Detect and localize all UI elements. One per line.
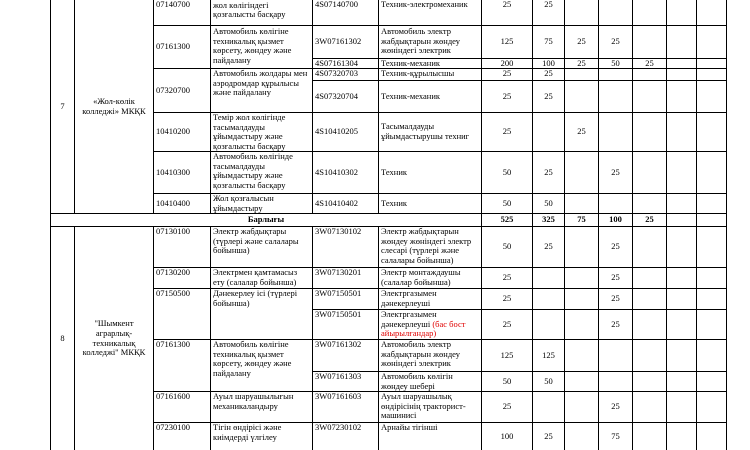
specialty-name: Дәнекерлеу ісі (түрлері бойынша): [213, 289, 298, 308]
specialty-code: 07161300: [156, 41, 190, 52]
count-local: 25: [611, 272, 620, 283]
total-count-other: 25: [645, 214, 654, 225]
count-total: 25: [502, 272, 512, 283]
specialty-code: 07150500: [156, 289, 190, 298]
count-total: 50: [502, 197, 512, 208]
specialty-code: 10410300: [156, 166, 190, 177]
specialty-code: 07130200: [156, 268, 190, 277]
qualification-name: Автомобиль көлігін жөндеу шебері: [381, 372, 453, 391]
qualification-text: Электргазымен дәнекерлеуші: [381, 310, 437, 329]
count-paid: 25: [577, 126, 586, 137]
specialty-code: 10410200: [156, 126, 190, 137]
specialty-name: жол көлігіндегі қозғалысты басқару: [213, 0, 286, 20]
specialty-name: Тігін өндірісі және киімдерді үлгілеу: [213, 423, 282, 442]
qualification-code: 4S10410302: [315, 166, 358, 177]
qualification-code: 3W07161302: [315, 36, 362, 47]
count-total: 50: [502, 166, 512, 177]
qualification-name: Техник: [381, 166, 408, 177]
qualification-code: 4S07320704: [315, 90, 358, 101]
rule: [696, 0, 697, 450]
qualification-name: Электр жабдықтарын жөндеу жөніндегі электр слесарі (түрлері және салалары бойынша): [381, 227, 472, 265]
specialty-name: Темір жол көлігінде тасымалдауды ұйымдастыру және қозғалысты басқару: [213, 113, 286, 151]
count-local: 25: [611, 241, 620, 252]
qualification-code: 3W07230102: [315, 423, 362, 432]
rule: [153, 25, 726, 26]
count-local: 25: [611, 36, 620, 47]
count-state: 25: [544, 0, 553, 9]
count-local: 25: [611, 318, 620, 329]
total-label: Барлығы: [247, 214, 285, 225]
count-state: 25: [544, 241, 553, 252]
specialty-code: 07230100: [156, 423, 190, 432]
qualification-code: 4S07161304: [315, 59, 358, 68]
specialty-code: 07320700: [156, 84, 190, 95]
rule: [666, 0, 667, 450]
total-count-paid: 75: [577, 214, 586, 225]
qualification-name: Техник-құрылысшы: [381, 69, 455, 78]
count-local: 50: [611, 59, 620, 68]
specialty-name: Ауыл шаруашылығын механикаландыру: [213, 392, 294, 411]
college-name: «Жол-көлік колледжі» МКҚК: [82, 95, 146, 116]
specialty-code: 07161600: [156, 392, 190, 401]
qualification-name: Электргазымен дәнекерлеуші: [381, 289, 437, 308]
qualification-name: Техник: [381, 197, 408, 208]
qualification-name: Электр монтаждаушы (салалар бойынша): [381, 268, 461, 287]
qualification-name: Тасымалдауды ұйымдастырушы техниг: [381, 121, 470, 141]
specialty-code: 07161300: [156, 340, 190, 349]
total-count-local: 100: [609, 214, 622, 225]
specialty-name: Автомобиль жолдары мен аэродромдар құрылысы және пайдалану: [213, 69, 308, 98]
qualification-code: 4S07320703: [315, 69, 358, 78]
qualification-name: Техник-механик: [381, 59, 441, 68]
count-local: 75: [611, 430, 620, 441]
qualification-name: Техник-электромеханик: [381, 0, 468, 9]
qualification-name: Автомобиль электр жабдықтарын жөндеу жөніндегі электрик: [381, 340, 460, 369]
rule: [726, 0, 727, 450]
qualification-code: 4S10410402: [315, 197, 358, 208]
row-index: 7: [60, 100, 65, 111]
qualification-name: Автомобиль электр жабдықтарын жөндеу жөніндегі электрик: [381, 27, 460, 56]
specialty-name: Автомобиль көлігіне техникалық қызмет көрсету, жөндеу және пайдалану: [213, 27, 292, 65]
count-total: 50: [502, 375, 512, 386]
qualification-name: Арнайы тігінші: [381, 423, 438, 432]
count-total: 25: [502, 90, 512, 101]
count-total: 50: [502, 241, 512, 252]
count-state: 25: [544, 90, 553, 101]
count-total: 25: [502, 0, 512, 9]
count-total: 25: [502, 318, 512, 329]
count-total: 25: [502, 401, 512, 412]
count-total: 25: [502, 69, 512, 78]
count-total: 25: [502, 293, 512, 304]
qualification-name: Техник-механик: [381, 90, 441, 101]
qualification-code: 4S07140700: [315, 0, 358, 9]
count-total: 125: [500, 349, 514, 360]
count-local: 25: [611, 293, 620, 304]
count-paid: 25: [577, 59, 586, 68]
count-state: 25: [544, 69, 553, 78]
specialty-code: 07130100: [156, 227, 190, 236]
qualification-code: 3W07161303: [315, 372, 362, 381]
row-index: 8: [60, 332, 65, 343]
count-state: 25: [544, 166, 553, 177]
specialty-code: 07140700: [156, 0, 190, 9]
specialty-name: Автомобиль көлігінде тасымалдауды ұйымдастыру және қозғалысты басқару: [213, 152, 293, 190]
count-state: 75: [544, 36, 553, 47]
college-name: "Шымкент аграрлық-техникалық колледжі" МКҚК: [82, 318, 146, 358]
qualification-code: 3W07130201: [315, 268, 362, 277]
qualification-note: (бас бост айырылғандар): [381, 318, 466, 339]
count-total: 25: [502, 126, 512, 137]
qualification-name: [379, 310, 481, 339]
count-total: 100: [500, 430, 514, 441]
count-paid: 25: [577, 36, 586, 47]
count-local: 25: [611, 401, 620, 412]
count-other: 25: [645, 59, 654, 68]
total-count-state: 325: [542, 214, 555, 225]
qualification-code: 3W07130102: [315, 227, 362, 236]
specialty-name: Электр жабдықтары (түрлері және салалары бойынша): [213, 227, 299, 256]
count-state: 50: [544, 375, 553, 386]
specialty-name: Жол қозғалысын ұйымдастыру: [213, 194, 274, 213]
qualification-code: 3W07150501: [315, 310, 362, 319]
qualification-code: 3W07150501: [315, 289, 362, 298]
count-state: 125: [542, 349, 555, 360]
count-total: 200: [500, 59, 514, 68]
specialty-code: 10410400: [156, 197, 190, 208]
count-state: 50: [544, 197, 553, 208]
count-state: 100: [542, 59, 555, 68]
specialty-name: Электрмен қамтамасыз ету (салалар бойынша): [213, 268, 298, 287]
count-state: 25: [544, 430, 553, 441]
specialty-name: Автомобиль көлігіне техникалық қызмет көрсету, жөндеу және пайдалану: [213, 340, 292, 378]
count-total: 125: [500, 36, 514, 47]
qualification-code: 3W07161603: [315, 392, 362, 401]
qualification-name: Ауыл шаруашылық өндірісінің тракторист-машинисі: [381, 392, 466, 421]
total-count-total: 525: [500, 214, 514, 225]
qualification-code: 4S10410205: [315, 126, 358, 137]
qualification-code: 3W07161302: [315, 340, 362, 349]
count-local: 25: [611, 166, 620, 177]
